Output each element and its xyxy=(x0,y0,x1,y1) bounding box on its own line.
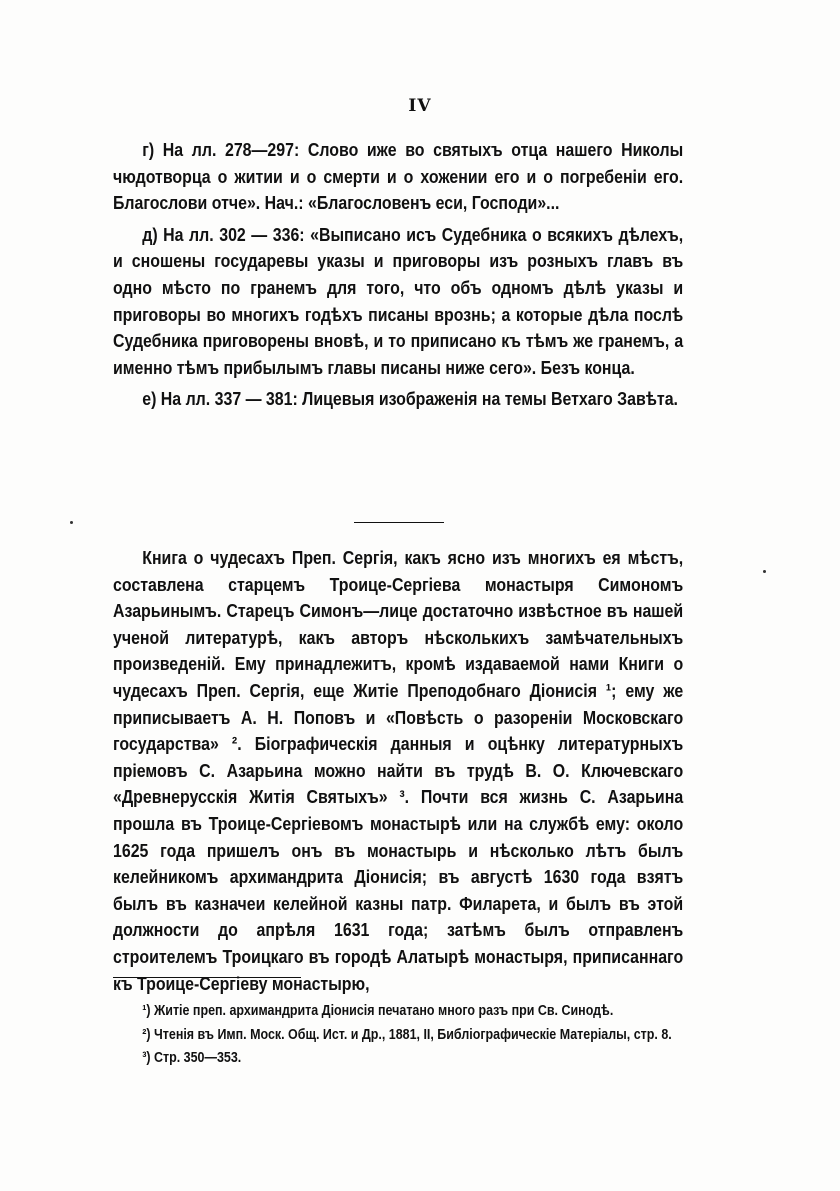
footnote-3: ³) Стр. 350—353. xyxy=(142,1050,242,1066)
footnote-rule xyxy=(113,977,301,978)
page-number: IV xyxy=(408,96,432,116)
main-paragraph: Книга о чудесахъ Преп. Сергія, какъ ясно изъ многихъ ея мѣстъ, составлена старцемъ Троице-Сергіева монастыря Симономъ Азарьинымъ. Старецъ Симонъ—лице достаточно извѣстное въ нашей ученой литературѣ, какъ авторъ нѣсколькихъ замѣчательныхъ произведеній. Ему принадлежитъ, кромѣ издаваемой нами Книги о чудесахъ Преп. Сергія, еще Житіе Преподобнаго Діонисія ¹; ему же приписываетъ А. Н. Поповъ и «Повѣсть о разореніи Московскаго государства» ². Біографическія данныя и оцѣнку литературныхъ пріемовъ С. Азарьина можно найти въ трудѣ В. О. Ключевскаго «Древнерусскія Житія Святыхъ» ³. Почти вся жизнь С. Азарьина прошла въ Троице-Сергіевомъ монастырѣ или на службѣ ему: около 1625 года пришелъ онъ въ монастырь и нѣсколько лѣтъ былъ келейникомъ архимандрита Діонисія; въ августѣ 1630 года взятъ былъ въ казначеи келейной казны патр. Филарета, и былъ въ этой должности до апрѣля 1631 года; затѣмъ былъ отправленъ строителемъ Троицкаго въ городѣ Алатырѣ монастыря, приписаннаго къ Троице-Сергіеву монастырю, xyxy=(113,547,684,994)
footnote-1: ¹) Житіе преп. архимандрита Діонисія печатано много разъ при Св. Синодѣ. xyxy=(142,1003,614,1019)
manuscript-items xyxy=(113,137,683,413)
item-d: д) На лл. 302 — 336: «Выписано исъ Судебника о всякихъ дѣлехъ, и сношены государевы указы и приговоры изъ розныхъ главъ въ одно мѣсто по гранемъ для того, что объ одномъ дѣлѣ указы и приговоры во многихъ годѣхъ писаны врознь; а которые дѣла послѣ Судебника приговорены вновѣ, и то приписано къ тѣмъ же гранемъ, а именно тѣмъ прибылымъ главы писаны ниже сего». Безъ конца. xyxy=(113,223,684,378)
main-text xyxy=(113,545,683,997)
speck-mark xyxy=(70,521,73,524)
speck-mark xyxy=(763,570,766,573)
section-divider xyxy=(354,522,444,523)
footnotes xyxy=(113,1000,683,1071)
footnote-2: ²) Чтенія въ Имп. Моск. Общ. Ист. и Др., 1881, II, Библіографическіе Матеріалы, стр. 8. xyxy=(142,1026,672,1043)
item-e: е) На лл. 337 — 381: Лицевыя изображенія на темы Ветхаго Завѣта. xyxy=(142,388,678,410)
item-g: г) На лл. 278—297: Слово иже во святыхъ отца нашего Николы чюдотворца о житии и о смерти и о хожении его и о погребеніи его. Благослови отче». Нач.: «Благословенъ еси, Господи»... xyxy=(113,139,684,214)
